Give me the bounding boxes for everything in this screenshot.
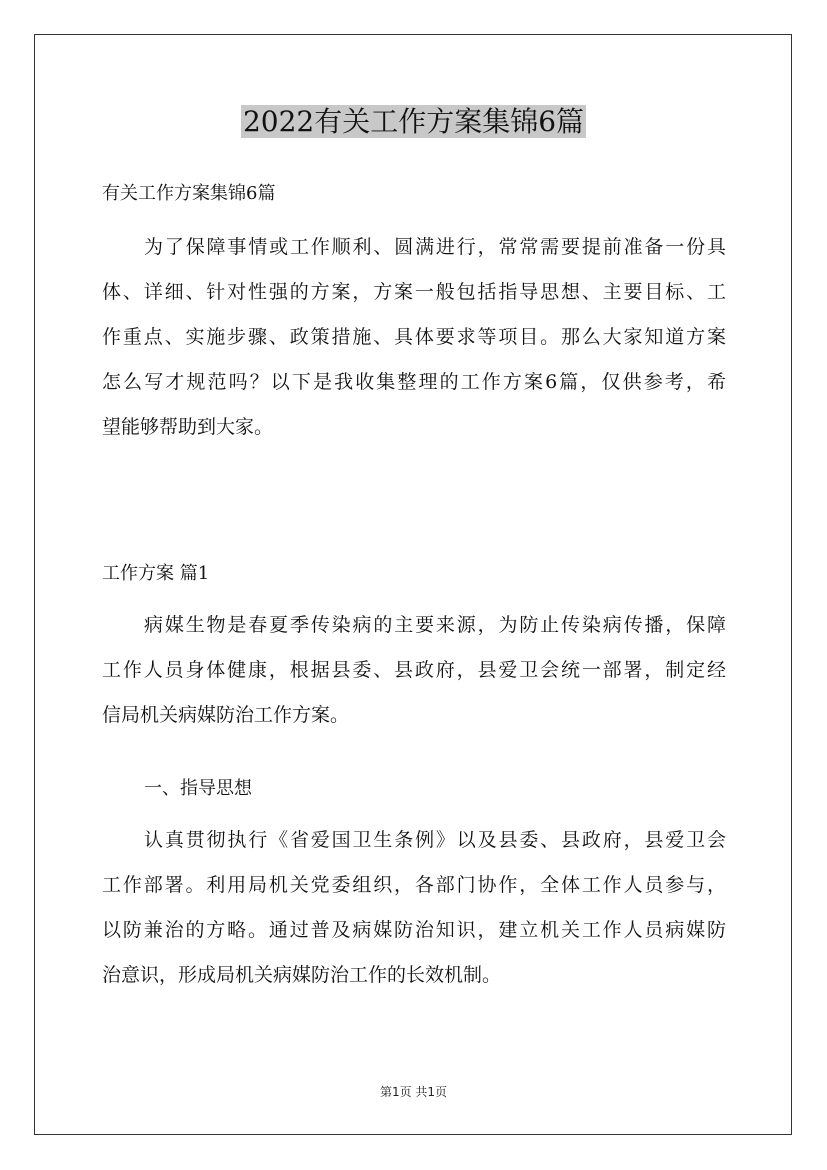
paragraph-line: 工作部署。利用局机关党委组织，各部门协作，全体工作人员参与， [102, 874, 726, 896]
intro-paragraph [102, 225, 726, 450]
section-paragraph [102, 818, 726, 998]
section-paragraph [102, 603, 726, 738]
document-title-text: 2022有关工作方案集锦6篇 [242, 105, 585, 138]
page-footer: 第1页 共1页 [379, 1085, 448, 1099]
sub-heading: 一、指导思想 [144, 778, 252, 799]
paragraph-line: 体、详细、针对性强的方案，方案一般包括指导思想、主要目标、工 [102, 281, 726, 303]
document-title [0, 102, 827, 142]
document-subtitle: 有关工作方案集锦6篇 [102, 183, 276, 204]
paragraph-line: 认真贯彻执行《省爱国卫生条例》以及县委、县政府，县爱卫会 [144, 829, 726, 851]
paragraph-line: 治意识，形成局机关病媒防治工作的长效机制。 [102, 964, 502, 986]
paragraph-line: 怎么写才规范吗？以下是我收集整理的工作方案6篇，仅供参考，希 [102, 371, 726, 393]
paragraph-line: 望能够帮助到大家。 [102, 416, 274, 438]
paragraph-line: 以防兼治的方略。通过普及病媒防治知识，建立机关工作人员病媒防 [102, 919, 726, 941]
paragraph-line: 作重点、实施步骤、政策措施、具体要求等项目。那么大家知道方案 [102, 326, 726, 348]
paragraph-line: 工作人员身体健康，根据县委、县政府，县爱卫会统一部署，制定经 [102, 659, 726, 681]
paragraph-line: 信局机关病媒防治工作方案。 [102, 704, 350, 726]
paragraph-line: 为了保障事情或工作顺利、圆满进行，常常需要提前准备一份具 [144, 236, 726, 258]
paragraph-line: 病媒生物是春夏季传染病的主要来源，为防止传染病传播，保障 [144, 614, 726, 636]
section-heading: 工作方案 篇1 [102, 563, 210, 584]
